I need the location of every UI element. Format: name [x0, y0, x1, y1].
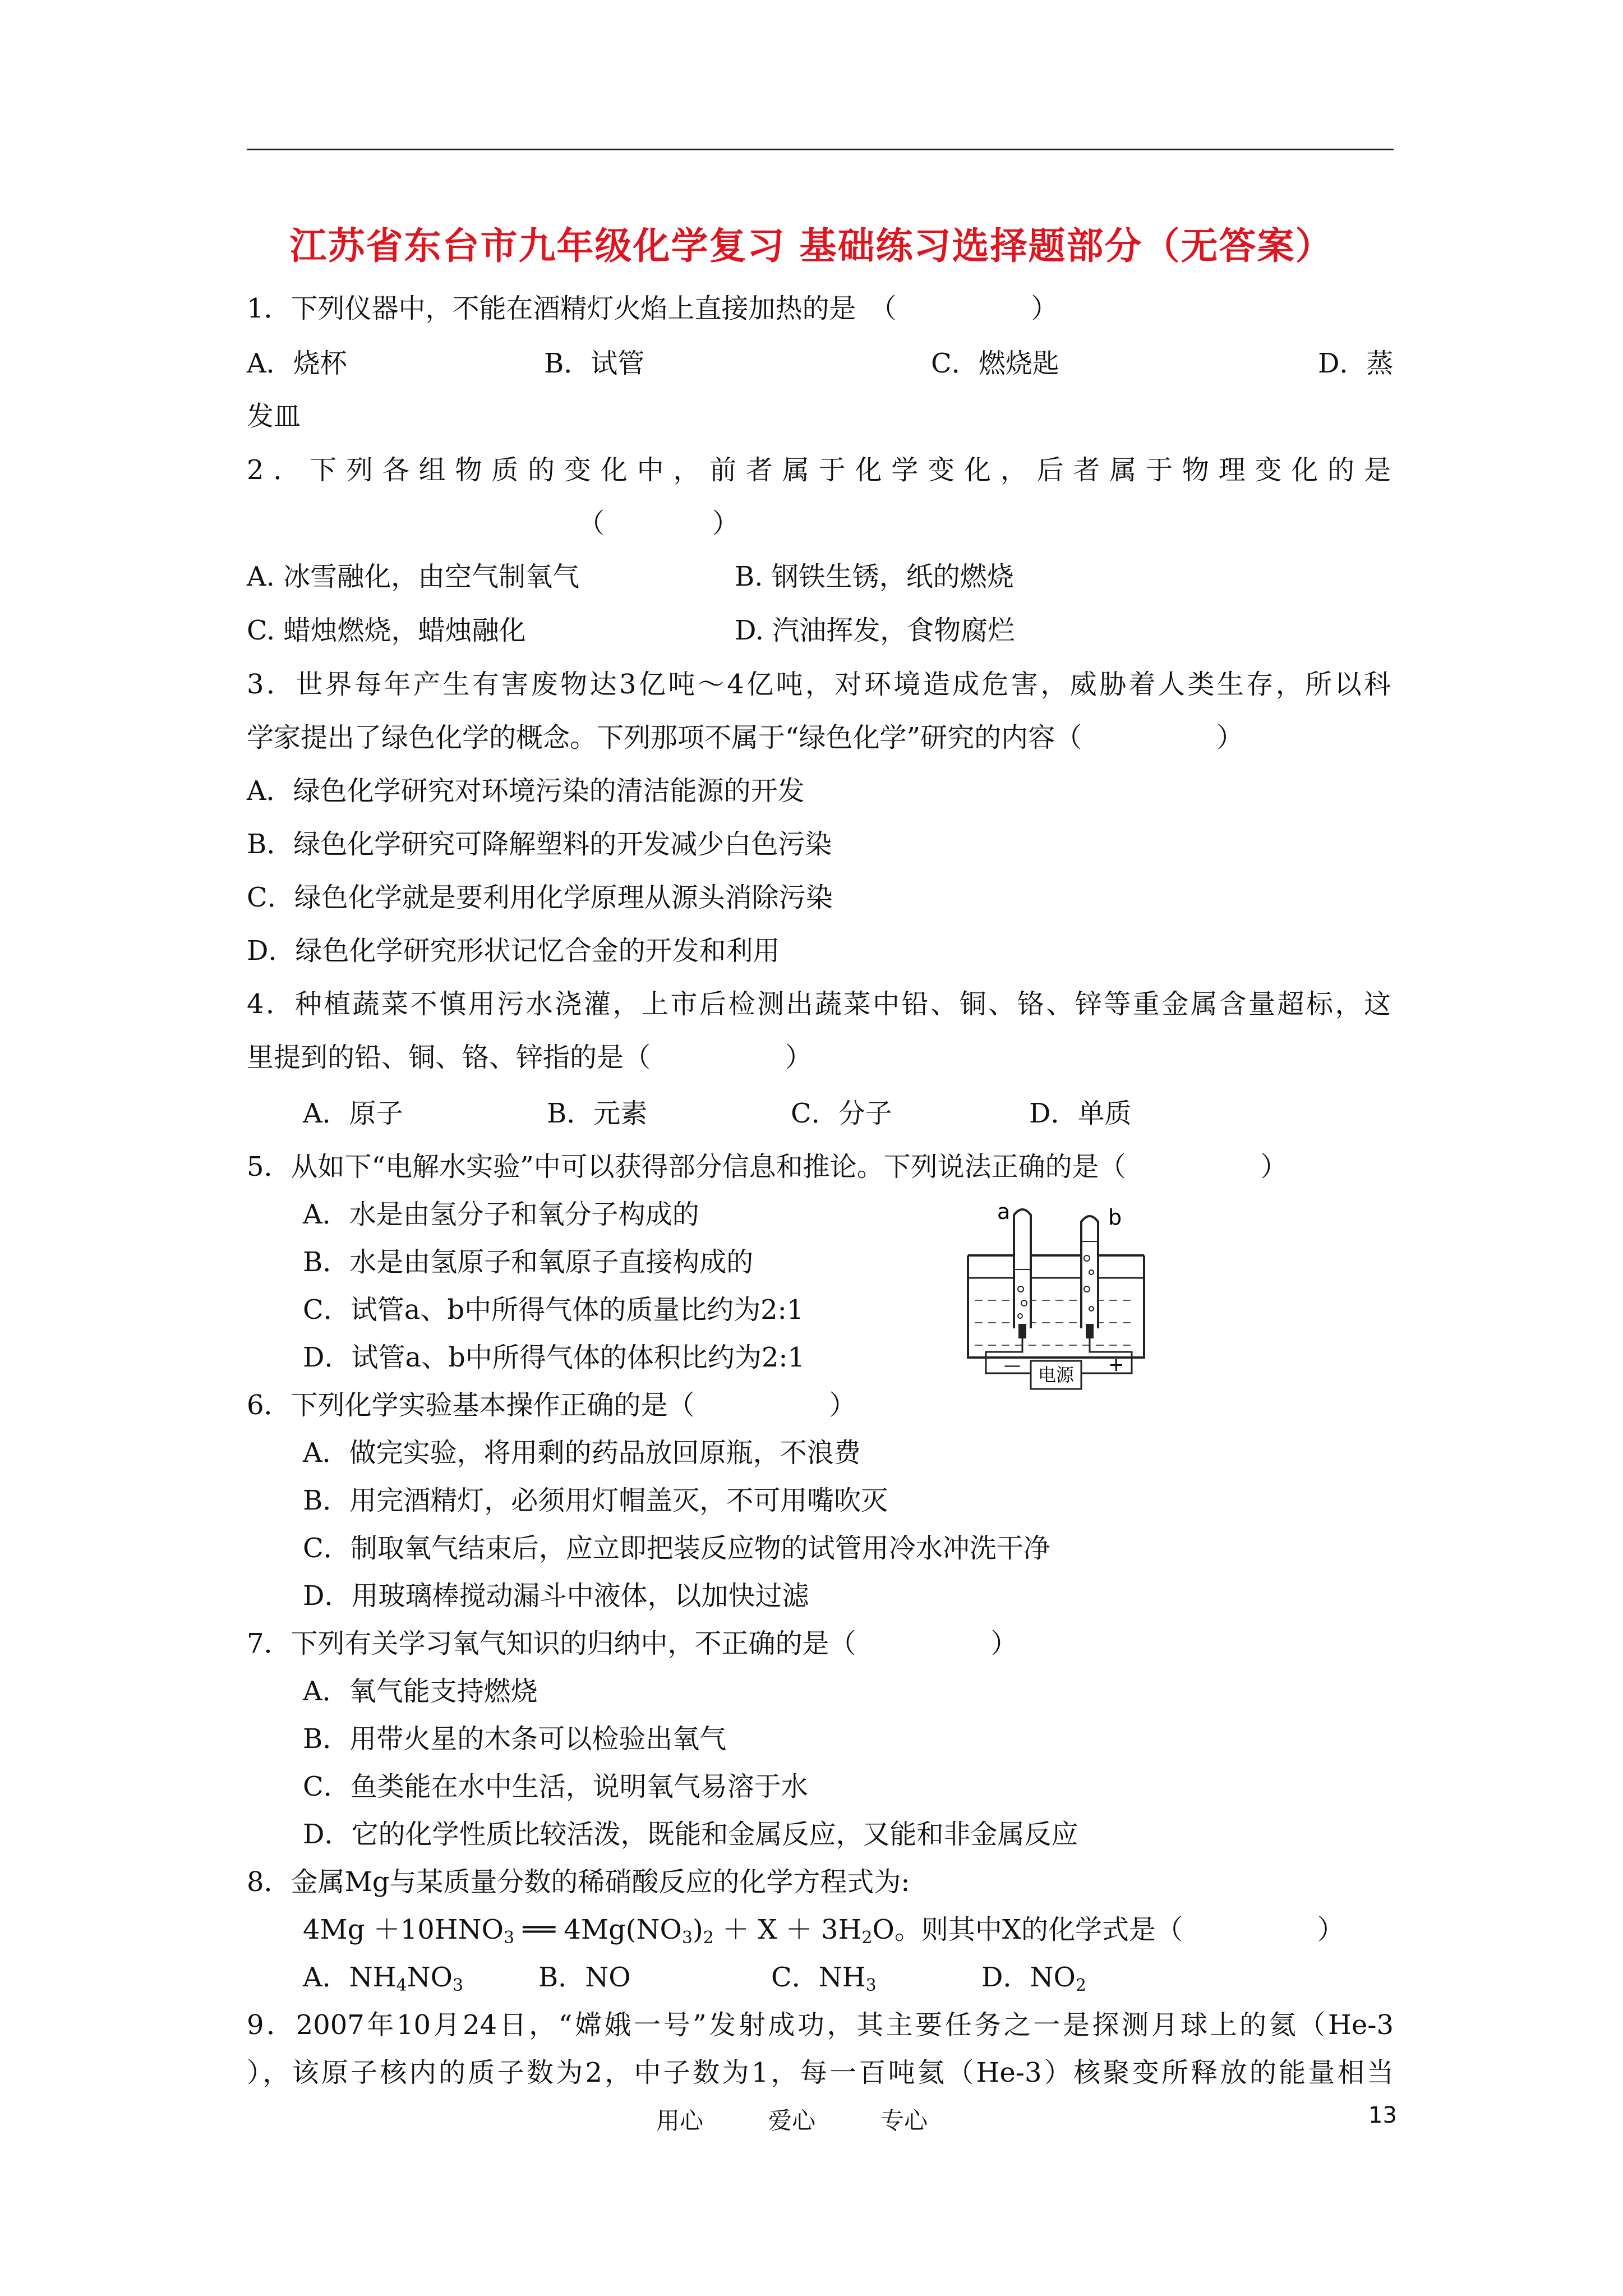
electrode-b [1086, 1324, 1094, 1338]
footer-motto-3: 专心 [880, 2107, 928, 2134]
q6-option-c: C．制取氧气结束后，应立即把装反应物的试管用冷水冲洗干净 [303, 1533, 1050, 1564]
q8-option-d: D．$NO_2$ [981, 1962, 1086, 1995]
q6-stem: 6．下列化学实验基本操作正确的是（ ） [247, 1389, 856, 1421]
q7-option-a: A．氧气能支持燃烧 [303, 1676, 538, 1707]
q5-option-c: C．试管a、b中所得气体的质量比约为2:1 [303, 1294, 804, 1326]
footer-motto-2: 爱心 [768, 2107, 816, 2134]
electrode-a [1018, 1324, 1026, 1338]
negative-terminal: — [1004, 1356, 1021, 1375]
q5-stem: 5．从如下“电解水实验”中可以获得部分信息和推论。下列说法正确的是（ ） [247, 1151, 1288, 1182]
q7-option-c: C．鱼类能在水中生活，说明氧气易溶于水 [303, 1771, 808, 1802]
q5-option-d: D．试管a、b中所得气体的体积比约为2:1 [303, 1342, 805, 1373]
q2-option-a: A. 冰雪融化，由空气制氧气 [247, 561, 580, 592]
q7-stem: 7．下列有关学习氧气知识的归纳中，不正确的是（ ） [247, 1628, 1018, 1659]
q4-option-a: A．原子 [303, 1098, 403, 1129]
q9-line1: 9．2007年10月24日，“嫦娥一号”发射成功，其主要任务之一是探测月球上的氦（He-3 [247, 2009, 1394, 2041]
wire-positive [1081, 1338, 1132, 1373]
q4-option-d: D．单质 [1029, 1098, 1132, 1129]
document-title: 江苏省东台市九年级化学复习 基础练习选择题部分（无答案） [289, 224, 1334, 268]
beaker-outline [968, 1255, 1144, 1358]
q7-option-d: D．它的化学性质比较活泼，既能和金属反应，又能和非金属反应 [303, 1819, 1078, 1850]
q8-option-a: A．$NH_4NO_3$ [303, 1962, 464, 1995]
header-rule [247, 149, 1394, 150]
electrolysis-diagram [963, 1205, 1165, 1404]
q3-option-d: D．绿色化学研究形状记忆合金的开发和利用 [247, 935, 780, 967]
tube-a-label: a [997, 1205, 1011, 1224]
q5-option-b: B．水是由氢原子和氧原子直接构成的 [303, 1246, 754, 1278]
q6-option-d: D．用玻璃棒搅动漏斗中液体，以加快过滤 [303, 1580, 809, 1612]
q1-option-b: B．试管 [544, 348, 645, 379]
positive-terminal: + [1108, 1354, 1124, 1376]
q3-line2: 学家提出了绿色化学的概念。下列那项不属于“绿色化学”研究的内容（ ） [247, 722, 1244, 753]
q2-stem: 2．下列各组物质的变化中，前者属于化学变化，后者属于物理变化的是 [247, 454, 1391, 486]
q3-option-a: A．绿色化学研究对环境污染的清洁能源的开发 [247, 775, 805, 807]
q8-option-c: C．$NH_3$ [771, 1962, 877, 1995]
q3-option-b: B．绿色化学研究可降解塑料的开发减少白色污染 [247, 829, 832, 860]
q8-stem: 8．金属Mg与某质量分数的稀硝酸反应的化学方程式为: [247, 1866, 910, 1898]
q1-option-a: A．烧杯 [247, 348, 347, 379]
q4-line1: 4．种植蔬菜不慎用污水浇灌，上市后检测出蔬菜中铅、铜、铬、锌等重金属含量超标，这 [247, 988, 1391, 1020]
tube-b-label: b [1108, 1205, 1122, 1230]
q6-option-b: B．用完酒精灯，必须用灯帽盖灭，不可用嘴吹灭 [303, 1485, 888, 1516]
q2-paren: （ ） [578, 508, 740, 539]
q1-option-d-cont: 发皿 [247, 401, 301, 432]
q4-option-b: B．元素 [547, 1098, 648, 1129]
page-number: 13 [1368, 2102, 1397, 2128]
q4-line2: 里提到的铅、铜、铬、锌指的是（ ） [247, 1042, 813, 1073]
q1-option-c: C．燃烧匙 [931, 348, 1059, 379]
q2-option-b: B. 钢铁生锈，纸的燃烧 [735, 561, 1014, 592]
q1-stem: 1．下列仪器中，不能在酒精灯火焰上直接加热的是 （ ） [247, 293, 1058, 324]
q9-line2: ），该原子核内的质子数为2，中子数为1，每一百吨氦（He-3）核聚变所释放的能量相当 [247, 2057, 1394, 2088]
q3-line1: 3．世界每年产生有害废物达3亿吨～4亿吨，对环境造成危害，威胁着人类生存，所以科 [247, 669, 1391, 700]
q8-equation: $4Mg +10HNO_3$ ══ $4Mg(NO_3)_2 + X + 3H_2O$。则其中X的化学式是（ ） [303, 1914, 1345, 1948]
q8-option-b: B．NO [538, 1962, 631, 1993]
footer-motto-1: 用心 [656, 2107, 704, 2134]
q2-option-d: D. 汽油挥发，食物腐烂 [735, 615, 1015, 646]
q1-option-d: D．蒸 [1318, 348, 1394, 379]
q5-option-a: A．水是由氢分子和氧分子构成的 [303, 1199, 699, 1230]
power-label: 电源 [1038, 1364, 1075, 1386]
q6-option-a: A．做完实验，将用剩的药品放回原瓶，不浪费 [303, 1437, 861, 1469]
q3-option-c: C．绿色化学就是要利用化学原理从源头消除污染 [247, 882, 833, 913]
q4-option-c: C．分子 [791, 1098, 892, 1129]
q2-option-c: C. 蜡烛燃烧，蜡烛融化 [247, 615, 526, 646]
q7-option-b: B．用带火星的木条可以检验出氧气 [303, 1723, 727, 1755]
